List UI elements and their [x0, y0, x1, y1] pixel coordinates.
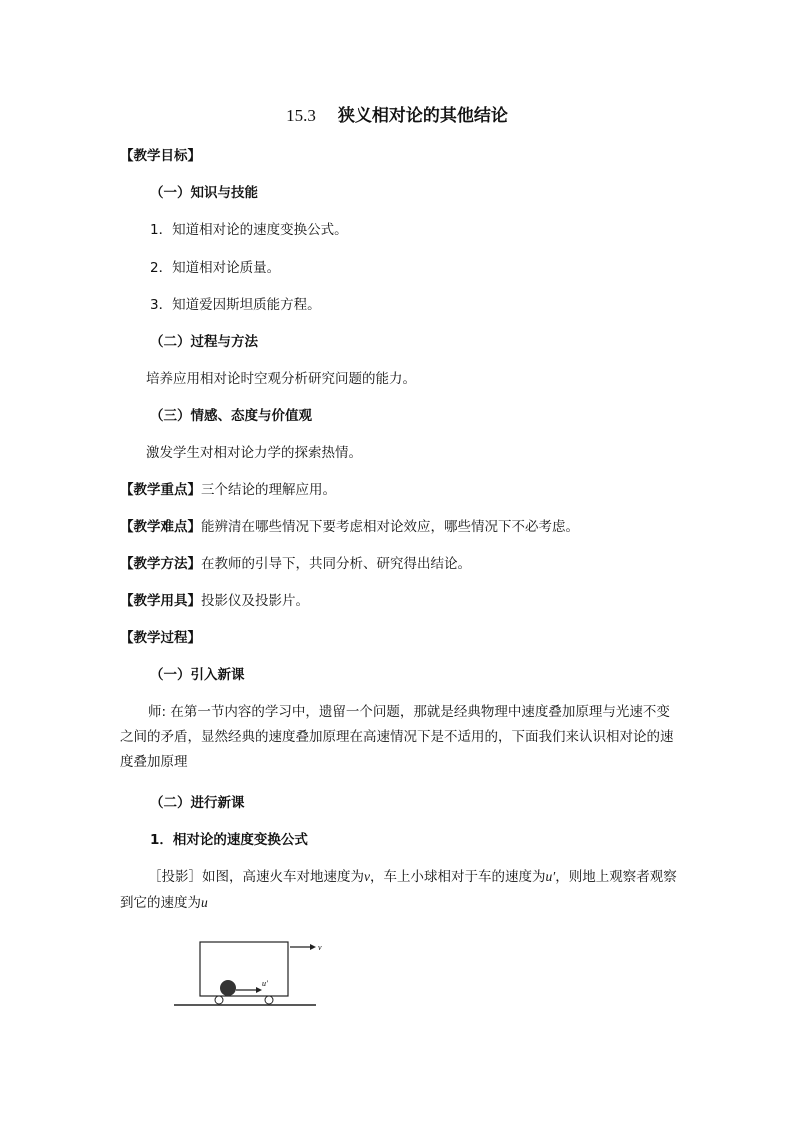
method-text: 在教师的引导下，共同分析、研究得出结论。 [201, 556, 471, 572]
proj-text-a: ［投影］如图，高速火车对地速度为 [148, 869, 364, 885]
process-sub1: （一）引入新课 [150, 667, 245, 683]
proj-text-b: ，车上小球相对于车的速度为 [370, 869, 546, 885]
method-point [120, 554, 471, 574]
ball [220, 980, 236, 996]
wheel-left [215, 996, 223, 1004]
label-v: v [318, 943, 322, 952]
goal-item-3: 3．知道爱因斯坦质能方程。 [150, 297, 321, 313]
method-label: 【教学方法】 [120, 556, 201, 572]
proj-u: u [201, 895, 208, 910]
goals-sub1: （一）知识与技能 [150, 185, 258, 201]
title-text: 狭义相对论的其他结论 [337, 106, 508, 126]
tools-text: 投影仪及投影片。 [201, 593, 309, 609]
difficulty-label: 【教学难点】 [120, 519, 201, 535]
goals-sub2: （二）过程与方法 [150, 334, 258, 350]
intro-paragraph: 师: 在第一节内容的学习中，遗留一个问题，那就是经典物理中速度叠加原理与光速不变之间的矛盾，显然经典的速度叠加原理在高速情况下是不适用的，下面我们来认识相对论的速度叠加原理 [120, 704, 674, 770]
wheel-right [265, 996, 273, 1004]
goal-item-1: 1．知道相对论的速度变换公式。 [150, 222, 348, 238]
goal-item-2: 2．知道相对论质量。 [150, 260, 281, 276]
tools-label: 【教学用具】 [120, 593, 201, 609]
key-point [120, 480, 336, 500]
projection-paragraph [120, 864, 680, 916]
goals-heading: 【教学目标】 [120, 148, 201, 164]
key-label: 【教学重点】 [120, 482, 201, 498]
title-number: 15.3 [286, 106, 316, 125]
point-1-heading: 1．相对论的速度变换公式 [150, 832, 308, 848]
difficulty-text: 能辨清在哪些情况下要考虑相对论效应，哪些情况下不必考虑。 [201, 519, 579, 535]
process-heading: 【教学过程】 [120, 630, 201, 646]
goals-sub3: （三）情感、态度与价值观 [150, 408, 312, 424]
proj-text-c: ，则地上观察者观察到它的速度为 [120, 869, 677, 911]
train-figure [170, 934, 330, 1014]
train-body [200, 942, 288, 996]
key-text: 三个结论的理解应用。 [201, 482, 336, 498]
proj-u-prime: u′ [545, 869, 556, 884]
proj-v: v [364, 869, 370, 884]
arrow-v-head [310, 944, 316, 950]
difficulty-point [120, 517, 579, 537]
goals-sub3-text: 激发学生对相对论力学的探索热情。 [146, 445, 362, 461]
tools-point [120, 591, 309, 611]
label-u-prime: u′ [262, 979, 268, 988]
page-title [0, 106, 794, 126]
process-sub2: （二）进行新课 [150, 795, 245, 811]
goals-sub2-text: 培养应用相对论时空观分析研究问题的能力。 [146, 371, 416, 387]
